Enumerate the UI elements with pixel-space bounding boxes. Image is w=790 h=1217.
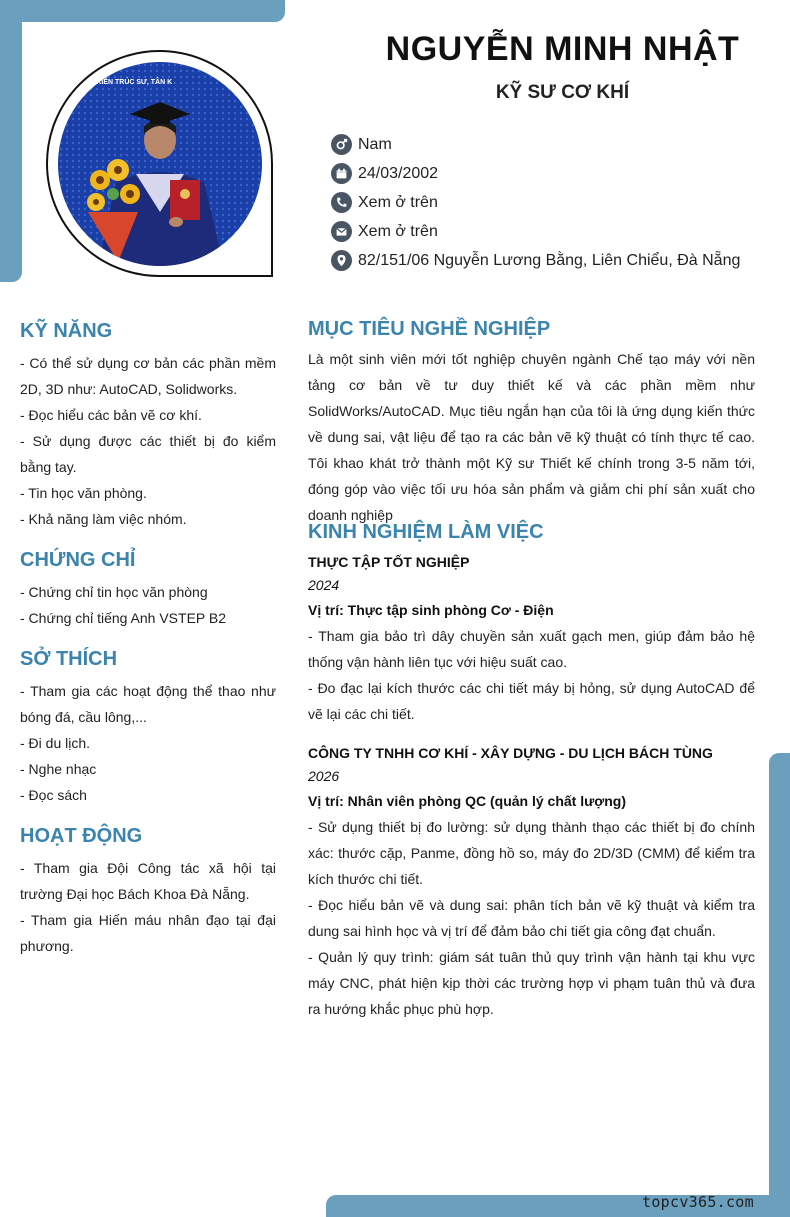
job-duties <box>308 814 755 1022</box>
list-item: - Sử dụng được các thiết bị đo kiểm bằng tay. <box>20 433 276 475</box>
list-item: - Đo đạc lại kích thước các chi tiết máy bị hỏng, sử dụng AutoCAD để vẽ lại các chi tiết. <box>308 680 755 722</box>
contact-info <box>331 130 740 275</box>
activities-list <box>20 855 276 959</box>
hobbies-list <box>20 678 276 808</box>
contact-birthday <box>331 159 740 188</box>
list-item: - Đọc hiểu bản vẽ và dung sai: phân tích bản vẽ kỹ thuật và kiểm tra dung sai hình học và vị trí để đảm bảo chi tiết gia công đạt chuẩn. <box>308 897 755 939</box>
list-item: - Chứng chỉ tiếng Anh VSTEP B2 <box>20 610 227 626</box>
objective-paragraph: Là một sinh viên mới tốt nghiệp chuyên ngành Chế tạo máy với nền tảng cơ bản về tư duy thiết kế và các phần mềm như SolidWorks/AutoCAD. Mục tiêu ngắn hạn của tôi là ứng dụng kiến thức về dung sai, vật liệu để tạo ra các bản vẽ kỹ thuật có tính thực tế cao. Tôi khao khát trở thành một Kỹ sư Thiết kế chính trong 3-5 năm tới, đóng góp vào việc tối ưu hóa sản phẩm và giảm chi phí sản xuất cho doanh nghiệp <box>308 351 755 523</box>
candidate-name: NGUYỄN MINH NHẬT <box>385 30 740 68</box>
list-item: - Khả năng làm việc nhóm. <box>20 511 187 527</box>
contact-phone[interactable] <box>331 188 740 217</box>
list-item: - Chứng chỉ tin học văn phòng <box>20 584 208 600</box>
list-item: - Đọc sách <box>20 787 87 803</box>
contact-address-value: 82/151/06 Nguyễn Lương Bằng, Liên Chiểu, Đà Nẵng <box>358 251 741 269</box>
job-year: 2026 <box>308 768 340 784</box>
photo-banner-text: TÂN KIẾN TRÚC SƯ, TÂN K <box>80 79 173 86</box>
activities-title: HOẠT ĐỘNG <box>20 825 143 847</box>
profile-photo <box>58 62 262 266</box>
contact-gender <box>331 130 740 159</box>
list-item: - Tin học văn phòng. <box>20 485 147 501</box>
list-item: - Tham gia Đội Công tác xã hội tại trường Đại học Bách Khoa Đà Nẵng. <box>20 860 276 902</box>
objective-text <box>308 346 755 528</box>
list-item: - Sử dụng thiết bị đo lường: sử dụng thành thạo các thiết bị đo chính xác: thước cặp, Panme, đồng hồ so, máy đo 2D/3D (CMM) để kiểm tra kích thước chi tiết. <box>308 819 755 887</box>
contact-gender-value: Nam <box>358 135 392 153</box>
job-duties <box>308 623 755 727</box>
list-item: - Có thể sử dụng cơ bản các phần mềm 2D, 3D như: AutoCAD, Solidworks. <box>20 355 276 397</box>
decor-bar-right <box>769 753 790 1217</box>
list-item: - Đọc hiểu các bản vẽ cơ khí. <box>20 407 202 423</box>
list-item: - Tham gia Hiến máu nhân đạo tại đại phương. <box>20 912 276 954</box>
contact-phone-value: Xem ở trên <box>358 193 438 211</box>
skills-list <box>20 350 276 532</box>
gender-icon <box>331 134 352 155</box>
certificates-list <box>20 579 276 631</box>
certificates-title: CHỨNG CHỈ <box>20 549 136 571</box>
contact-email-value: Xem ở trên <box>358 222 438 240</box>
list-item: - Nghe nhạc <box>20 761 97 777</box>
email-icon <box>331 221 352 242</box>
decor-bar-top <box>0 0 285 22</box>
location-icon <box>331 250 352 271</box>
list-item: - Tham gia các hoạt động thể thao như bóng đá, cầu lông,... <box>20 683 276 725</box>
phone-icon <box>331 192 352 213</box>
job-position: Vị trí: Nhân viên phòng QC (quản lý chất lượng) <box>308 793 626 809</box>
job-position: Vị trí: Thực tập sinh phòng Cơ - Điện <box>308 602 554 618</box>
watermark: topcv365.com <box>642 1193 754 1211</box>
job-title: KỸ SƯ CƠ KHÍ <box>495 82 630 103</box>
list-item: - Tham gia bảo trì dây chuyền sản xuất gạch men, giúp đảm bảo hệ thống vận hành liên tục với hiệu suất cao. <box>308 628 755 670</box>
job-company: THỰC TẬP TỐT NGHIỆP <box>308 554 470 570</box>
experience-title: KINH NGHIỆM LÀM VIỆC <box>308 521 544 543</box>
contact-birthday-value: 24/03/2002 <box>358 164 439 182</box>
decor-bar-left <box>0 0 22 282</box>
contact-email[interactable] <box>331 217 740 246</box>
list-item: - Quản lý quy trình: giám sát tuân thủ quy trình vận hành tại khu vực máy CNC, phát hiện kịp thời các trường hợp vi phạm tuân thủ và đưa ra hướng khắc phục phù hợp. <box>308 949 755 1017</box>
skills-title: KỸ NĂNG <box>20 320 113 342</box>
job-company: CÔNG TY TNHH CƠ KHÍ - XÂY DỰNG - DU LỊCH BÁCH TÙNG <box>308 745 713 761</box>
job-year: 2024 <box>308 577 340 593</box>
list-item: - Đi du lịch. <box>20 735 91 751</box>
birthday-icon <box>331 163 352 184</box>
contact-address <box>331 246 740 275</box>
objective-title: MỤC TIÊU NGHỀ NGHIỆP <box>308 318 551 340</box>
hobbies-title: SỞ THÍCH <box>20 648 118 670</box>
